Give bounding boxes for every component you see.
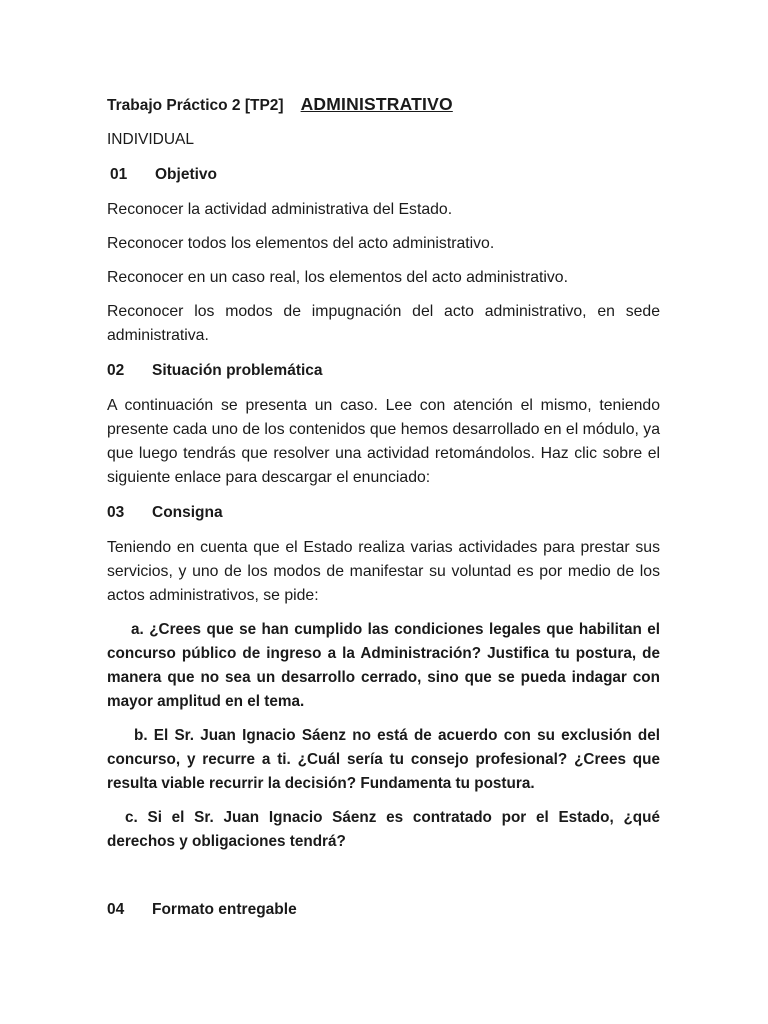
subject-title: ADMINISTRATIVO (300, 94, 453, 114)
objective-item: Reconocer en un caso real, los elementos del acto administrativo. (107, 269, 568, 286)
instructions-intro: Teniendo en cuenta que el Estado realiza varias actividades para prestar sus servicios, y uno de los modos de manifestar su voluntad es por medio de los actos administrativos, se pide: (107, 539, 660, 604)
problem-paragraph: A continuación se presenta un caso. Lee con atención el mismo, teniendo presente cada uno de los contenidos que hemos desarrollado en el módulo, ya que luego tendrás que resolver una actividad retomándolos. Haz clic sobre el siguiente enlace para descargar el enunciado: (107, 397, 660, 486)
objective-item: Reconocer los modos de impugnación del acto administrativo, en sede administrativa. (107, 303, 660, 344)
question-c: c. Si el Sr. Juan Ignacio Sáenz es contratado por el Estado, ¿qué derechos y obligaciones tendrá? (107, 809, 660, 850)
document-page (107, 92, 660, 922)
modality-label: INDIVIDUAL (107, 131, 194, 148)
section-title: Consigna (152, 504, 223, 521)
section-heading-objective (107, 163, 660, 187)
question-b: b. El Sr. Juan Ignacio Sáenz no está de acuerdo con su exclusión del concurso, y recurre a ti. ¿Cuál sería tu consejo profesional? ¿Crees que resulta viable recurrir la decisión? Fundamenta tu postura. (107, 727, 660, 792)
section-heading-instructions (107, 501, 660, 525)
section-number: 02 (107, 362, 125, 379)
objective-item: Reconocer la actividad administrativa del Estado. (107, 201, 453, 218)
document-title-row (107, 92, 660, 120)
section-title: Formato entregable (152, 901, 297, 918)
section-number: 01 (110, 166, 128, 183)
section-number: 04 (107, 901, 125, 918)
assignment-title: Trabajo Práctico 2 [TP2] (107, 97, 284, 114)
section-title: Situación problemática (152, 362, 323, 379)
section-title: Objetivo (155, 166, 218, 183)
objective-item: Reconocer todos los elementos del acto administrativo. (107, 235, 495, 252)
section-heading-problem (107, 359, 660, 383)
section-number: 03 (107, 504, 125, 521)
question-a: a. ¿Crees que se han cumplido las condiciones legales que habilitan el concurso público de ingreso a la Administración? Justifica tu postura, de manera que no sea un desarrollo cerrado, sino que se pueda indagar con mayor amplitud en el tema. (107, 621, 660, 710)
section-heading-deliverable (107, 898, 660, 922)
